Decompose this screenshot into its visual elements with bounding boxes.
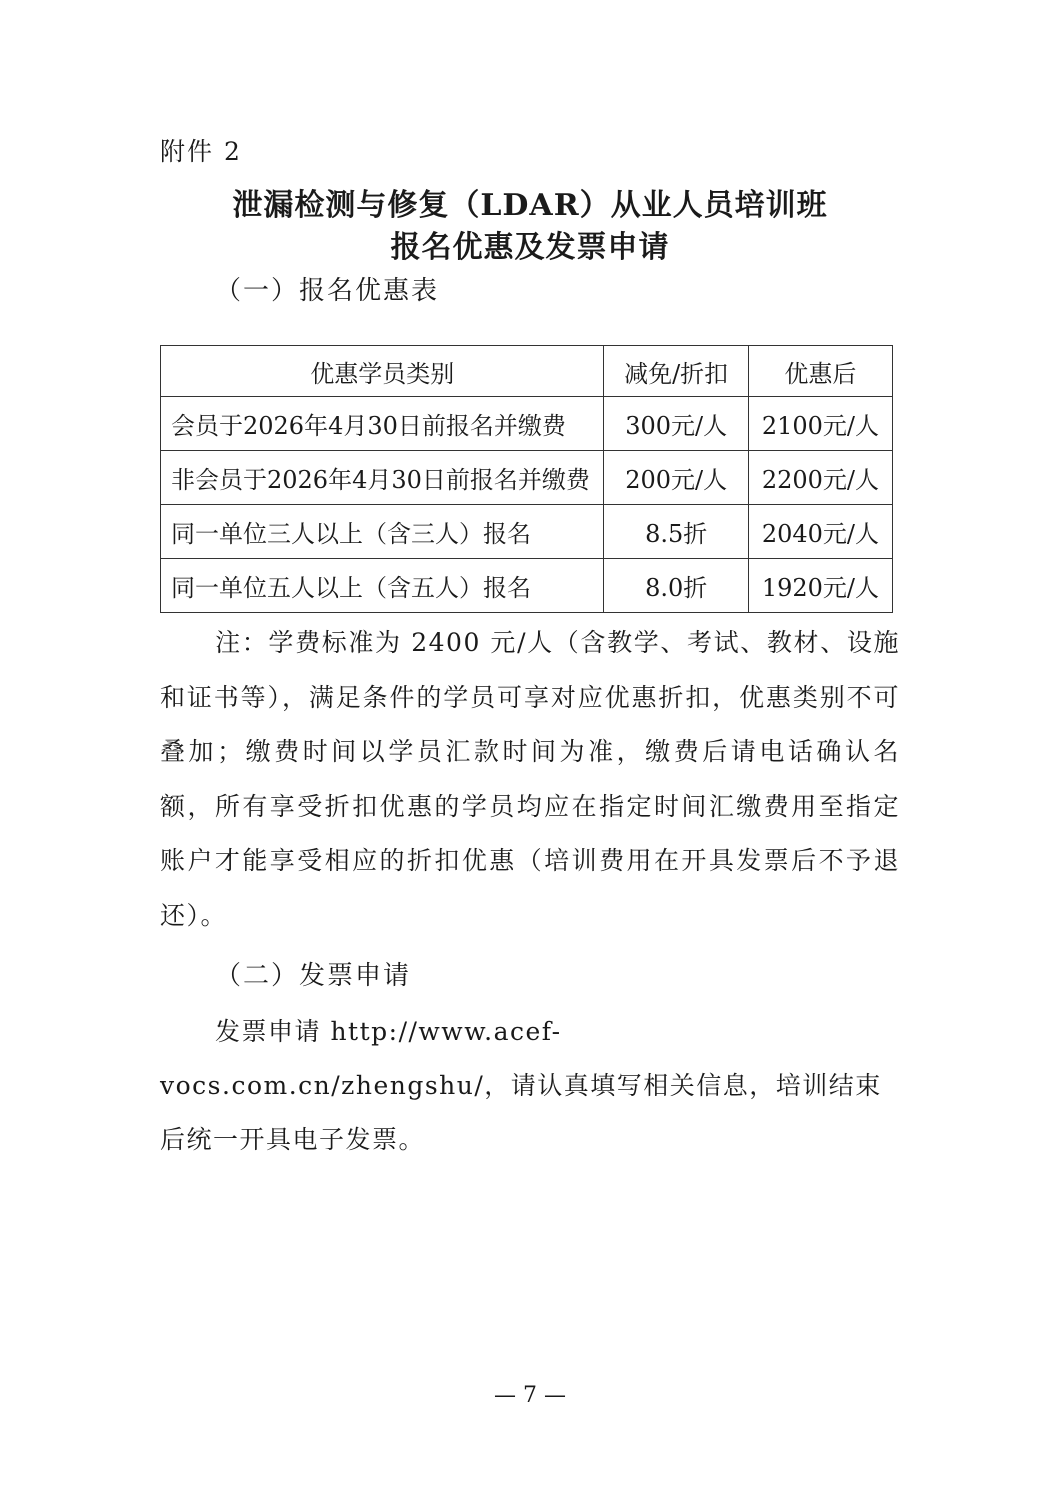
table-row	[161, 559, 893, 613]
section-heading-discount: （一）报名优惠表	[215, 276, 440, 306]
discount-table	[160, 345, 893, 613]
table-row	[161, 505, 893, 559]
cell-after: 1920元/人	[748, 559, 892, 613]
cell-category: 同一单位五人以上（含五人）报名	[161, 559, 604, 613]
section-heading-invoice: （二）发票申请	[215, 961, 412, 991]
column-header-discount: 减免/折扣	[604, 346, 748, 397]
cell-after: 2040元/人	[748, 505, 892, 559]
table-row	[161, 451, 893, 505]
attachment-label: 附件 2	[160, 137, 242, 166]
table-header-row	[161, 346, 893, 397]
cell-after: 2200元/人	[748, 451, 892, 505]
cell-category: 会员于2026年4月30日前报名并缴费	[161, 397, 604, 451]
cell-category: 非会员于2026年4月30日前报名并缴费	[161, 451, 604, 505]
cell-category: 同一单位三人以上（含三人）报名	[161, 505, 604, 559]
invoice-paragraph	[160, 1005, 900, 1167]
table-row	[161, 397, 893, 451]
cell-discount: 200元/人	[604, 451, 748, 505]
column-header-after: 优惠后	[748, 346, 892, 397]
page-subtitle: 报名优惠及发票申请	[390, 230, 670, 265]
column-header-category: 优惠学员类别	[161, 346, 604, 397]
page-number: — 7 —	[494, 1383, 566, 1408]
fee-note-text: 注：学费标准为 2400 元/人（含教学、考试、教材、设施和证书等），满足条件的学员可享对应优惠折扣，优惠类别不可叠加；缴费时间以学员汇款时间为准，缴费后请电话确认名额，所有享受折扣优惠的学员均应在指定时间汇缴费用至指定账户才能享受相应的折扣优惠（培训费用在开具发票后不予退还）。	[160, 628, 900, 930]
cell-discount: 8.5折	[604, 505, 748, 559]
invoice-text: 发票申请 http://www.acef-vocs.com.cn/zhengshu/，请认真填写相关信息，培训结束后统一开具电子发票。	[160, 1017, 882, 1154]
cell-discount: 300元/人	[604, 397, 748, 451]
cell-discount: 8.0折	[604, 559, 748, 613]
fee-note	[160, 616, 900, 943]
cell-after: 2100元/人	[748, 397, 892, 451]
page-title: 泄漏检测与修复（LDAR）从业人员培训班	[232, 188, 828, 223]
